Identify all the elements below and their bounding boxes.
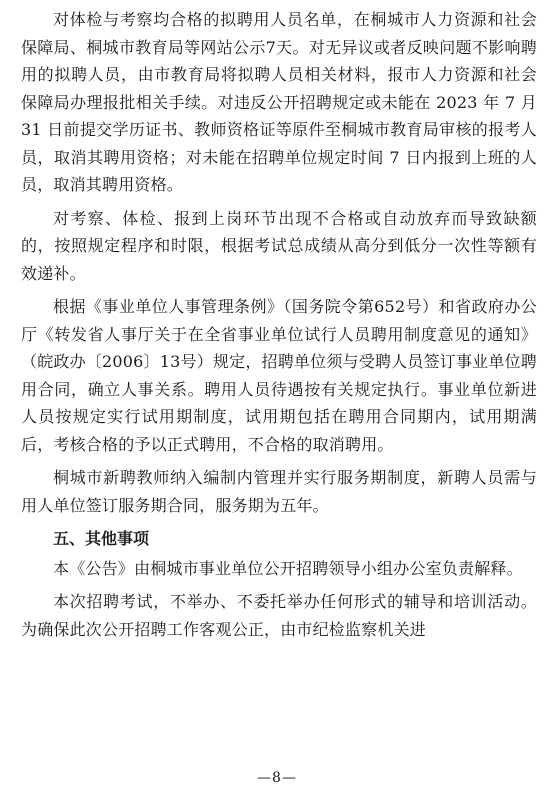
document-body [21,6,537,649]
paragraph-publicity: 对体检与考察均合格的拟聘用人员名单，在桐城市人力资源和社会保障局、桐城市教育局等网站公示7天。对无异议或者反映问题不影响聘用的拟聘人员，由市教育局将拟聘人员相关材料，报市人力资源和社会保障局办理报批相关手续。对违反公开招聘规定或未能在 2023 年 7 月 31 日前提交学历证书、教师资格证等原件至桐城市教育局审核的报考人员，取消其聘用资格；对未能在招聘单位规定时间 7 日内报到上班的人员，取消其聘用资格。 [21,10,537,194]
page-number: —8— [257,770,297,786]
paragraph-contract: 根据《事业单位人事管理条例》（国务院令第652号）和省政府办公厅《转发省人事厅关于在全省事业单位试行人员聘用制度意见的通知》（皖政办〔2006〕13号）规定，招聘单位须与受聘人员签订事业单位聘用合同，确立人事关系。聘用人员待遇按有关规定执行。事业单位新进人员按规定实行试用期制度，试用期包括在聘用合同期内，试用期满后，考核合格的予以正式聘用，不合格的取消聘用。 [21,297,537,454]
section-heading-other-matters: 五、其他事项 [53,529,150,548]
paragraph-replacement: 对考察、体检、报到上岗环节出现不合格或自动放弃而导致缺额的，按照规定程序和时限，根据考试总成绩从高分到低分一次性等额有效递补。 [21,208,537,283]
paragraph-no-training: 本次招聘考试，不举办、不委托举办任何形式的辅导和培训活动。为确保此次公开招聘工作客观公正，由市纪检监察机关进 [21,592,537,639]
paragraph-interpretation: 本《公告》由桐城市事业单位公开招聘领导小组办公室负责解释。 [53,558,523,578]
paragraph-service-period: 桐城市新聘教师纳入编制内管理并实行服务期制度，新聘人员需与用人单位签订服务期合同，服务期为五年。 [21,468,537,515]
